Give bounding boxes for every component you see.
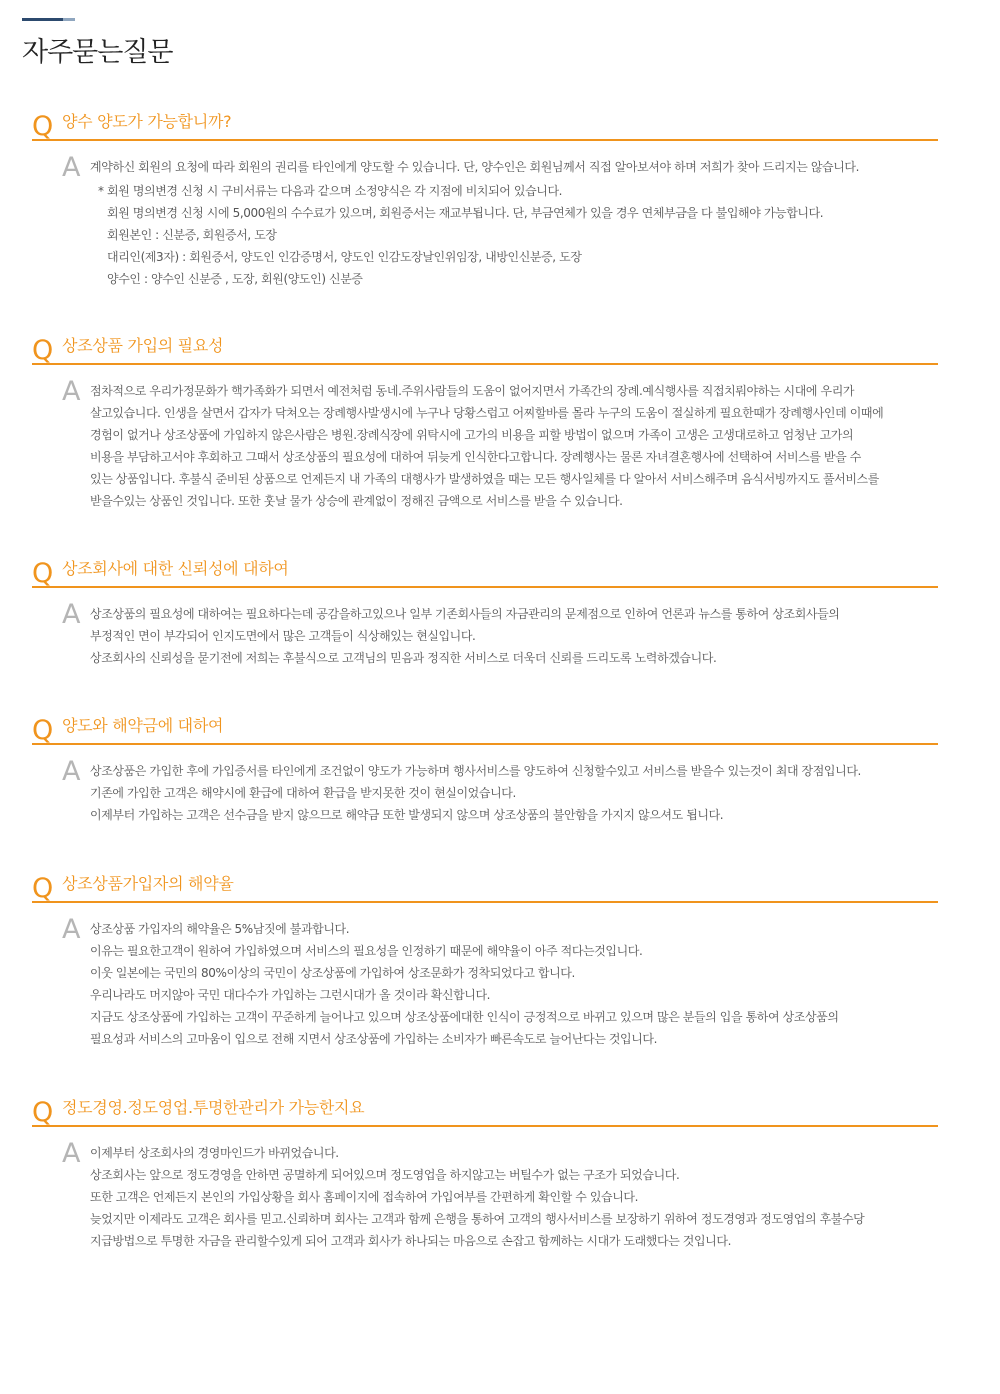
title-accent-bar <box>22 18 75 21</box>
answer-line: 상조상품 가입자의 해약율은 5%남짓에 불과합니다. <box>90 922 350 936</box>
answer-line: 우리나라도 머지않아 국민 대다수가 가입하는 그런시대가 올 것이라 확신합니다. <box>90 988 491 1002</box>
answer-line: 점차적으로 우리가정문화가 핵가족화가 되면서 예전처럼 동네.주위사람들의 도움이 없어지면서 가족간의 장례.예식행사를 직접치뤄야하는 시대에 우리가 <box>90 384 855 398</box>
answer-line: 계약하신 회원의 요청에 따라 회원의 권리를 타인에게 양도할 수 있습니다. 단, 양수인은 회원님께서 직접 알아보셔야 하며 저희가 찾아 드리지는 않습니다. <box>90 160 860 174</box>
answer-line: 늦었지만 이제라도 고객은 회사를 믿고.신뢰하며 회사는 고객과 함께 은행을 통하여 고객의 행사서비스를 보장하기 위하여 정도경영과 정도영업의 후불수당 <box>90 1212 865 1226</box>
answer-line: 받을수있는 상품인 것입니다. 또한 훗날 물가 상승에 관계없이 정해진 금액으로 서비스를 받을 수 있습니다. <box>90 494 623 508</box>
question-text: 상조상품 가입의 필요성 <box>62 336 224 355</box>
title-accent-light <box>63 18 75 21</box>
a-mark: A <box>62 599 81 630</box>
faq-item <box>32 716 938 826</box>
q-mark: Q <box>32 111 54 142</box>
answer-block <box>32 914 938 1050</box>
a-mark: A <box>62 1138 81 1169</box>
question-row <box>32 1098 938 1127</box>
question-text: 양수 양도가 가능합니까? <box>62 112 232 131</box>
answer-line: 상조회사는 앞으로 정도경영을 안하면 공멸하게 되어있으며 정도영업을 하지않고는 버틸수가 없는 구조가 되었습니다. <box>90 1168 680 1182</box>
answer-block <box>32 376 938 512</box>
answer-line: 이유는 필요한고객이 원하여 가입하였으며 서비스의 필요성을 인정하기 때문에 해약율이 아주 적다는것입니다. <box>90 944 643 958</box>
question-row <box>32 716 938 745</box>
q-mark: Q <box>32 1097 54 1128</box>
answer-line: 기존에 가입한 고객은 해약시에 환급에 대하여 환급을 받지못한 것이 현실이었습니다. <box>90 786 516 800</box>
answer-line: 이웃 일본에는 국민의 80%이상의 국민이 상조상품에 가입하여 상조문화가 정착되었다고 합니다. <box>90 966 575 980</box>
a-mark: A <box>62 376 81 407</box>
answer-line: 필요성과 서비스의 고마움이 입으로 전해 지면서 상조상품에 가입하는 소비자가 빠른속도로 늘어난다는 것입니다. <box>90 1032 658 1046</box>
question-text: 상조회사에 대한 신뢰성에 대하여 <box>62 559 289 578</box>
question-text: 정도경영.정도영업.투명한관리가 가능한지요 <box>62 1098 365 1117</box>
q-mark: Q <box>32 335 54 366</box>
question-row <box>32 336 938 365</box>
faq-item <box>32 336 938 512</box>
answer-line: 부정적인 면이 부각되어 인지도면에서 많은 고객들이 식상해있는 현실입니다. <box>90 629 476 643</box>
title-accent-dark <box>22 18 63 21</box>
question-row <box>32 559 938 588</box>
question-row <box>32 874 938 903</box>
answer-line: 상조상품의 필요성에 대하여는 필요하다는데 공감을하고있으나 일부 기존회사들의 자금관리의 문제점으로 인하여 언론과 뉴스를 통하여 상조회사들의 <box>90 607 840 621</box>
faq-item <box>32 874 938 1050</box>
a-mark: A <box>62 756 81 787</box>
answer-line: 이제부터 가입하는 고객은 선수금을 받지 않으므로 해약금 또한 발생되지 않으며 상조상품의 불안함을 가지지 않으셔도 됩니다. <box>90 808 724 822</box>
answer-line: 있는 상품입니다. 후불식 준비된 상품으로 언제든지 내 가족의 대행사가 발생하였을 때는 모든 행사일체를 다 알아서 서비스해주며 음식서빙까지도 풀서비스를 <box>90 472 879 486</box>
note-line: * 회원 명의변경 신청 시 구비서류는 다음과 같으며 소정양식은 각 지점에 비치되어 있습니다. <box>98 184 563 198</box>
answer-block <box>32 756 938 826</box>
faq-item <box>32 1098 938 1252</box>
answer-line: 비용을 부담하고서야 후회하고 그때서 상조상품의 필요성에 대하여 뒤늦게 인식한다고합니다. 장례행사는 물론 자녀결혼행사에 선택하여 서비스를 받을 수 <box>90 450 861 464</box>
note-line: 회원 명의변경 신청 시에 5,000원의 수수료가 있으며, 회원증서는 재교부됩니다. 단, 부금연체가 있을 경우 연체부금을 다 불입해야 가능합니다. <box>107 206 824 220</box>
answer-block <box>32 599 938 669</box>
answer-block <box>32 152 938 290</box>
question-row <box>32 112 938 141</box>
answer-line: 또한 고객은 언제든지 본인의 가입상황을 회사 홈페이지에 접속하여 가입여부를 간편하게 확인할 수 있습니다. <box>90 1190 639 1204</box>
question-text: 상조상품가입자의 해약율 <box>62 874 234 893</box>
note-line: 양수인 : 양수인 신분증 , 도장, 회원(양도인) 신분증 <box>107 272 363 286</box>
answer-line: 지급방법으로 투명한 자금을 관리할수있게 되어 고객과 회사가 하나되는 마음으로 손잡고 함께하는 시대가 도래했다는 것입니다. <box>90 1234 731 1248</box>
a-mark: A <box>62 914 81 945</box>
answer-line: 살고있습니다. 인생을 살면서 갑자가 닥쳐오는 장례행사발생시에 누구나 당황스럽고 어찌할바를 몰라 누구의 도움이 절실하게 필요한때가 장례행사인데 이때에 <box>90 406 884 420</box>
answer-line: 이제부터 상조회사의 경영마인드가 바뀌었습니다. <box>90 1146 339 1160</box>
note-line: 대리인(제3자) : 회원증서, 양도인 인감증명서, 양도인 인감도장날인위임장, 내방인신분증, 도장 <box>107 250 582 264</box>
page-title: 자주묻는질문 <box>22 37 173 68</box>
answer-line: 경험이 없거나 상조상품에 가입하지 않은사람은 병원.장례식장에 위탁시에 고가의 비용을 피할 방법이 없으며 가족이 고생은 고생대로하고 엄청난 고가의 <box>90 428 854 442</box>
note-block <box>98 180 938 290</box>
faq-item <box>32 559 938 669</box>
answer-line: 상조회사의 신뢰성을 묻기전에 저희는 후불식으로 고객님의 믿음과 정직한 서비스로 더욱더 신뢰를 드리도록 노력하겠습니다. <box>90 651 717 665</box>
answer-line: 상조상품은 가입한 후에 가입증서를 타인에게 조건없이 양도가 가능하며 행사서비스를 양도하여 신청할수있고 서비스를 받을수 있는것이 최대 장점입니다. <box>90 764 861 778</box>
q-mark: Q <box>32 715 54 746</box>
faq-item <box>32 112 938 290</box>
answer-block <box>32 1138 938 1252</box>
answer-line: 지금도 상조상품에 가입하는 고객이 꾸준하게 늘어나고 있으며 상조상품에대한 인식이 긍정적으로 바뀌고 있으며 많은 분들의 입을 통하여 상조상품의 <box>90 1010 839 1024</box>
question-text: 양도와 해약금에 대하여 <box>62 716 224 735</box>
q-mark: Q <box>32 873 54 904</box>
a-mark: A <box>62 152 81 183</box>
q-mark: Q <box>32 558 54 589</box>
note-line: 회원본인 : 신분증, 회원증서, 도장 <box>107 228 277 242</box>
